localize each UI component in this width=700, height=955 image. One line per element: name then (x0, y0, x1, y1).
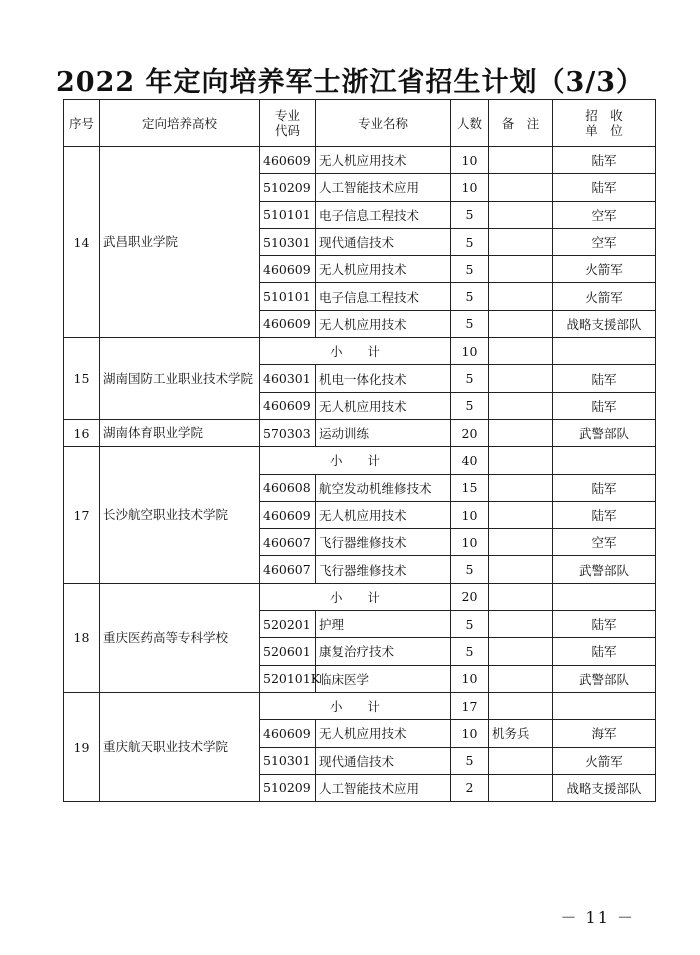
recruiting-unit: 武警部队 (553, 665, 656, 692)
enroll-count: 10 (451, 174, 489, 201)
major-code: 510101 (260, 201, 316, 228)
enroll-count: 5 (451, 392, 489, 419)
major-code: 460609 (260, 147, 316, 174)
recruiting-unit: 火箭军 (553, 747, 656, 774)
remark (489, 611, 553, 638)
remark (489, 774, 553, 801)
major-code: 460609 (260, 501, 316, 528)
group-seq: 17 (64, 447, 100, 583)
header-remark: 备 注 (489, 100, 553, 147)
recruiting-unit: 火箭军 (553, 283, 656, 310)
remark (489, 747, 553, 774)
major-code: 460609 (260, 310, 316, 337)
remark: 机务兵 (489, 720, 553, 747)
page-number: － 11 － (560, 908, 635, 927)
enroll-count: 20 (451, 419, 489, 446)
major-name: 人工智能技术应用 (316, 774, 451, 801)
remark (489, 283, 553, 310)
subtotal-unit (553, 692, 656, 719)
recruiting-unit: 陆军 (553, 147, 656, 174)
recruiting-unit: 陆军 (553, 611, 656, 638)
recruiting-unit: 武警部队 (553, 556, 656, 583)
remark (489, 474, 553, 501)
recruiting-unit: 陆军 (553, 501, 656, 528)
major-name: 人工智能技术应用 (316, 174, 451, 201)
remark (489, 501, 553, 528)
table-row (64, 419, 656, 446)
major-code: 510301 (260, 747, 316, 774)
subtotal-row (64, 338, 656, 365)
remark (489, 201, 553, 228)
major-code: 460609 (260, 392, 316, 419)
header-count: 人数 (451, 100, 489, 147)
subtotal-remark (489, 447, 553, 474)
recruiting-unit: 海军 (553, 720, 656, 747)
group-seq: 15 (64, 338, 100, 420)
major-code: 460609 (260, 720, 316, 747)
remark (489, 419, 553, 446)
major-code: 510209 (260, 174, 316, 201)
header-major: 专业名称 (316, 100, 451, 147)
major-code: 510209 (260, 774, 316, 801)
group-seq: 14 (64, 147, 100, 338)
subtotal-label: 小 计 (260, 692, 451, 719)
major-code: 520101K (260, 665, 316, 692)
enroll-count: 15 (451, 474, 489, 501)
major-code: 510301 (260, 228, 316, 255)
major-name: 运动训练 (316, 419, 451, 446)
subtotal-unit (553, 338, 656, 365)
remark (489, 256, 553, 283)
major-code: 510101 (260, 283, 316, 310)
major-name: 临床医学 (316, 665, 451, 692)
remark (489, 638, 553, 665)
enroll-count: 10 (451, 720, 489, 747)
group-school: 湖南体育职业学院 (100, 419, 260, 446)
header-unit: 招 收 单 位 (553, 100, 656, 147)
recruiting-unit: 战略支援部队 (553, 774, 656, 801)
remark (489, 147, 553, 174)
major-name: 机电一体化技术 (316, 365, 451, 392)
major-name: 现代通信技术 (316, 747, 451, 774)
recruiting-unit: 陆军 (553, 474, 656, 501)
enroll-count: 5 (451, 201, 489, 228)
subtotal-remark (489, 583, 553, 610)
major-name: 电子信息工程技术 (316, 283, 451, 310)
major-name: 航空发动机维修技术 (316, 474, 451, 501)
table-row (64, 147, 656, 174)
enroll-count: 5 (451, 747, 489, 774)
subtotal-row (64, 583, 656, 610)
subtotal-count: 10 (451, 338, 489, 365)
enroll-count: 5 (451, 556, 489, 583)
major-name: 无人机应用技术 (316, 310, 451, 337)
enroll-count: 5 (451, 283, 489, 310)
enroll-count: 5 (451, 638, 489, 665)
recruiting-unit: 空军 (553, 228, 656, 255)
subtotal-count: 40 (451, 447, 489, 474)
enroll-count: 10 (451, 529, 489, 556)
subtotal-row (64, 447, 656, 474)
subtotal-count: 20 (451, 583, 489, 610)
recruiting-unit: 空军 (553, 529, 656, 556)
major-code: 570303 (260, 419, 316, 446)
major-name: 康复治疗技术 (316, 638, 451, 665)
major-name: 飞行器维修技术 (316, 556, 451, 583)
major-name: 无人机应用技术 (316, 501, 451, 528)
subtotal-unit (553, 583, 656, 610)
group-school: 重庆航天职业技术学院 (100, 692, 260, 801)
major-code: 460301 (260, 365, 316, 392)
subtotal-count: 17 (451, 692, 489, 719)
enroll-count: 10 (451, 147, 489, 174)
remark (489, 665, 553, 692)
enroll-count: 5 (451, 611, 489, 638)
subtotal-unit (553, 447, 656, 474)
remark (489, 529, 553, 556)
major-name: 无人机应用技术 (316, 720, 451, 747)
major-code: 520601 (260, 638, 316, 665)
enroll-count: 5 (451, 310, 489, 337)
table-header-row (64, 100, 656, 147)
remark (489, 310, 553, 337)
subtotal-remark (489, 692, 553, 719)
recruiting-unit: 陆军 (553, 174, 656, 201)
recruiting-unit: 战略支援部队 (553, 310, 656, 337)
enroll-count: 10 (451, 501, 489, 528)
subtotal-label: 小 计 (260, 583, 451, 610)
major-code: 520201 (260, 611, 316, 638)
group-school: 重庆医药高等专科学校 (100, 583, 260, 692)
table-body (64, 147, 656, 802)
recruiting-unit: 陆军 (553, 365, 656, 392)
remark (489, 228, 553, 255)
recruiting-unit: 火箭军 (553, 256, 656, 283)
subtotal-row (64, 692, 656, 719)
header-seq: 序号 (64, 100, 100, 147)
major-code: 460607 (260, 556, 316, 583)
recruiting-unit: 陆军 (553, 392, 656, 419)
major-code: 460607 (260, 529, 316, 556)
major-name: 飞行器维修技术 (316, 529, 451, 556)
major-name: 护理 (316, 611, 451, 638)
subtotal-label: 小 计 (260, 338, 451, 365)
group-seq: 18 (64, 583, 100, 692)
enrollment-plan-table (63, 99, 656, 802)
page-title: 2022 年定向培养军士浙江省招生计划（3/3） (56, 67, 644, 98)
major-name: 电子信息工程技术 (316, 201, 451, 228)
subtotal-remark (489, 338, 553, 365)
enroll-count: 2 (451, 774, 489, 801)
remark (489, 556, 553, 583)
recruiting-unit: 陆军 (553, 638, 656, 665)
group-school: 湖南国防工业职业技术学院 (100, 338, 260, 420)
remark (489, 365, 553, 392)
group-school: 武昌职业学院 (100, 147, 260, 338)
major-name: 现代通信技术 (316, 228, 451, 255)
major-name: 无人机应用技术 (316, 392, 451, 419)
enroll-count: 5 (451, 365, 489, 392)
header-school: 定向培养高校 (100, 100, 260, 147)
group-seq: 16 (64, 419, 100, 446)
subtotal-label: 小 计 (260, 447, 451, 474)
enroll-count: 5 (451, 256, 489, 283)
recruiting-unit: 空军 (553, 201, 656, 228)
group-school: 长沙航空职业技术学院 (100, 447, 260, 583)
enroll-count: 10 (451, 665, 489, 692)
group-seq: 19 (64, 692, 100, 801)
remark (489, 174, 553, 201)
major-name: 无人机应用技术 (316, 256, 451, 283)
header-code: 专业 代码 (260, 100, 316, 147)
major-code: 460608 (260, 474, 316, 501)
major-code: 460609 (260, 256, 316, 283)
enroll-count: 5 (451, 228, 489, 255)
remark (489, 392, 553, 419)
major-name: 无人机应用技术 (316, 147, 451, 174)
recruiting-unit: 武警部队 (553, 419, 656, 446)
